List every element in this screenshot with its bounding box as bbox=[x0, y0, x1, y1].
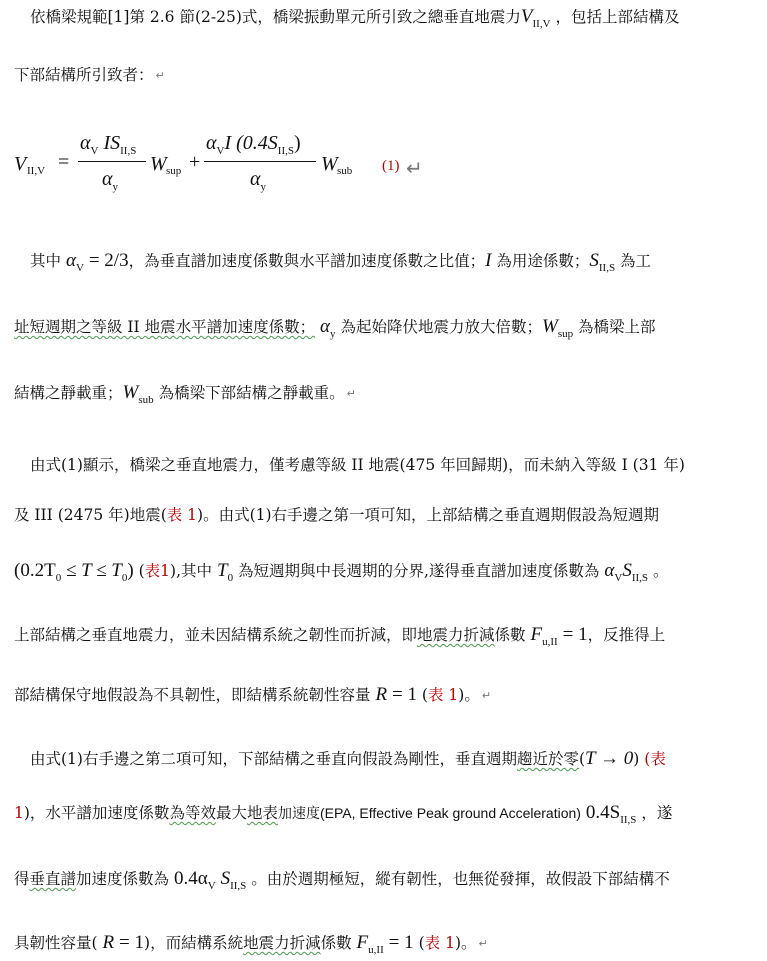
text: 為用途係數； bbox=[496, 252, 590, 270]
table-ref-link[interactable]: 表1 bbox=[144, 562, 171, 580]
p1-line2 bbox=[14, 58, 761, 92]
p3-line3 bbox=[14, 554, 761, 588]
text: )。 bbox=[454, 934, 477, 952]
text: 。 bbox=[652, 562, 669, 580]
p1-line1 bbox=[30, 0, 761, 34]
math-f: F bbox=[356, 932, 369, 953]
math-sub: V bbox=[207, 880, 216, 892]
text: 地震力折減 bbox=[243, 934, 321, 952]
equation-1 bbox=[14, 128, 434, 200]
text: 加速度係數為 bbox=[76, 870, 170, 888]
math-w: W bbox=[541, 316, 558, 337]
sub: V bbox=[90, 145, 99, 157]
math-i: I bbox=[485, 250, 492, 271]
text: 趨近於零 bbox=[516, 750, 579, 768]
text: 係數 bbox=[320, 934, 352, 952]
math-sub: u,II bbox=[542, 636, 558, 648]
text: 為橋梁上部 bbox=[578, 318, 656, 336]
i-paren: I (0.4S bbox=[224, 132, 278, 154]
text: 。由於週期極短，縱有韌性，也無從發揮，故假設下部結構不 bbox=[251, 870, 670, 888]
math-sub: 0 bbox=[55, 572, 62, 584]
math-sub: sup bbox=[557, 328, 574, 340]
text: 垂直譜 bbox=[29, 870, 77, 888]
alpha: α bbox=[206, 132, 217, 154]
p4-line3 bbox=[14, 862, 761, 896]
text: 得 bbox=[14, 870, 30, 888]
math-value: 0.4α bbox=[173, 868, 208, 889]
math-w: W bbox=[122, 382, 139, 403]
math-sub: 0 bbox=[227, 572, 234, 584]
p4-line2 bbox=[14, 796, 761, 830]
p3-line5 bbox=[14, 678, 761, 712]
math-sub: II,S bbox=[631, 572, 649, 584]
text: ，為垂直譜加速度係數與水平譜加速度係數之比值； bbox=[128, 252, 486, 270]
p2-line2 bbox=[14, 310, 761, 344]
eq-w-sub: sub bbox=[337, 165, 353, 177]
eq-lhs: V bbox=[14, 153, 27, 175]
text: 為等效 bbox=[169, 804, 216, 822]
text: 係數 bbox=[494, 626, 526, 644]
text: )。由式(1)右手邊之第一項可知，上部結構之垂直週期假設為短週期 bbox=[197, 506, 660, 524]
math-sub: II,V bbox=[532, 18, 551, 30]
p4-line4 bbox=[14, 926, 761, 960]
table-ref-link[interactable]: 表 1 bbox=[166, 506, 198, 524]
text: 為起始降伏地震力放大倍數； bbox=[340, 318, 542, 336]
equation-number: (1) bbox=[382, 158, 400, 174]
p2-line1 bbox=[30, 244, 761, 278]
frac2-bar bbox=[204, 161, 316, 162]
math-sub: II,S bbox=[230, 880, 247, 892]
paren: ( bbox=[14, 560, 21, 581]
text: 為工 bbox=[620, 252, 652, 270]
alpha: α bbox=[102, 168, 113, 190]
p3-line2 bbox=[14, 498, 761, 532]
table-ref-link[interactable]: 表 1 bbox=[424, 934, 455, 952]
math-alpha: α bbox=[604, 560, 615, 581]
math-s: S bbox=[220, 868, 231, 889]
return-mark-icon: ↵ bbox=[155, 69, 165, 82]
sub: V bbox=[216, 145, 225, 157]
text: ，包括上部結構及 bbox=[555, 8, 680, 26]
math-r: R bbox=[375, 684, 388, 705]
text: 地表 bbox=[246, 804, 278, 822]
return-mark-icon: ↵ bbox=[406, 156, 423, 180]
math-sub: u,II bbox=[368, 944, 384, 956]
math-value: = 1 bbox=[392, 684, 417, 705]
text: 其中 bbox=[30, 252, 62, 270]
math-t-limit: T → 0 bbox=[585, 748, 634, 769]
return-mark-icon: ↵ bbox=[346, 387, 356, 400]
math-s: S bbox=[589, 250, 599, 271]
math-f: F bbox=[530, 624, 543, 645]
math-r: R bbox=[102, 932, 115, 953]
eq-lhs-sub: II,V bbox=[27, 165, 46, 177]
math-sub: sub bbox=[138, 394, 154, 406]
frac2-numerator bbox=[206, 132, 301, 162]
text: 為短週期與中長週期的分界,遂得垂直譜加速度係數為 bbox=[238, 562, 600, 580]
return-mark-icon: ↵ bbox=[478, 937, 488, 950]
text: ( bbox=[578, 750, 586, 768]
p4-line1 bbox=[30, 742, 761, 776]
math-value: = 1 bbox=[562, 624, 588, 645]
math-value: 0.4S bbox=[585, 802, 621, 823]
sub: y bbox=[112, 181, 118, 193]
text: ,其中 bbox=[176, 562, 213, 580]
sub: II,S bbox=[120, 145, 137, 157]
text: )，水平譜加速度係數 bbox=[23, 804, 170, 822]
paren: ) bbox=[127, 560, 134, 581]
math-value: = 1 bbox=[119, 932, 145, 953]
text: 由式(1)右手邊之第二項可知，下部結構之垂直向假設為剛性，垂直週期 bbox=[30, 750, 517, 768]
frac2-denominator bbox=[250, 168, 266, 198]
math-sub: V bbox=[614, 572, 623, 584]
frac1-denominator bbox=[102, 168, 118, 198]
text: 及 III (2475 年)地震( bbox=[14, 506, 167, 524]
math-s: S bbox=[622, 560, 632, 581]
math-value: = 2/3 bbox=[88, 250, 129, 271]
math-sub: 0 bbox=[121, 572, 128, 584]
math-sub: II,S bbox=[598, 262, 616, 274]
close-paren: ) bbox=[293, 132, 301, 154]
alpha: α bbox=[250, 168, 261, 190]
text: 地震力折減 bbox=[417, 626, 495, 644]
math-alpha: α bbox=[320, 316, 331, 337]
sub: y bbox=[260, 181, 266, 193]
table-ref-link[interactable]: (表 bbox=[644, 750, 666, 768]
p2-line3 bbox=[14, 376, 761, 410]
sub: II,S bbox=[277, 145, 294, 157]
text: ，遂 bbox=[641, 804, 673, 822]
eq-w-sub: sup bbox=[166, 165, 182, 177]
text: 由式(1)顯示，橋梁之垂直地震力，僅考慮等級 II 地震(475 年回歸期)，而未納入等級 I (31 年) bbox=[30, 456, 685, 474]
text: )。 bbox=[458, 686, 480, 704]
text: ( bbox=[138, 562, 145, 580]
text: ) bbox=[633, 750, 640, 768]
math-v: V bbox=[520, 6, 533, 27]
text: 依橋梁規範[1]第 2.6 節(2-25)式，橋梁振動單元所引致之總垂直地震力 bbox=[30, 8, 521, 26]
eq-equals: = bbox=[58, 151, 70, 173]
eq-w: W bbox=[150, 153, 167, 175]
text: 部結構保守地假設為不具韌性，即結構系統韌性容量 bbox=[14, 686, 371, 704]
text: ，反推得上 bbox=[587, 626, 666, 644]
p3-line4 bbox=[14, 618, 761, 652]
is: IS bbox=[103, 132, 121, 154]
text: )，而結構系統 bbox=[144, 934, 244, 952]
frac1-numerator bbox=[80, 132, 136, 162]
alpha: α bbox=[80, 132, 91, 154]
text: 址短週期之等級 II 地震水平譜加速度係數； bbox=[14, 318, 316, 336]
math-ineq: 0.2T bbox=[20, 560, 56, 581]
table-ref-link[interactable]: 表 1 bbox=[427, 686, 459, 704]
text: ) bbox=[170, 562, 177, 580]
text: ( bbox=[421, 686, 428, 704]
math-t: T bbox=[216, 560, 228, 581]
math-sub: y bbox=[330, 328, 336, 340]
eq-plus: + bbox=[189, 151, 201, 173]
text: 最大 bbox=[215, 804, 247, 822]
math-alpha: α bbox=[65, 250, 76, 271]
math-ineq: ≤ T ≤ T bbox=[61, 560, 122, 581]
text: 為橋梁下部結構之靜載重。 bbox=[158, 384, 345, 402]
math-value: = 1 bbox=[388, 932, 414, 953]
text: 加速度(EPA, Effective Peak ground Acceleration) bbox=[277, 805, 581, 821]
math-sub: V bbox=[75, 262, 84, 274]
text: ( bbox=[418, 934, 425, 952]
return-mark-icon: ↵ bbox=[481, 689, 492, 702]
text: 具韌性容量( bbox=[14, 934, 98, 952]
text: 上部結構之垂直地震力，並未因結構系統之韌性而折減，即 bbox=[14, 626, 418, 644]
math-sub: II,S bbox=[620, 814, 637, 826]
frac1-bar bbox=[78, 161, 146, 162]
text: 下部結構所引致者： bbox=[14, 66, 154, 84]
p3-line1 bbox=[30, 448, 761, 482]
eq-w: W bbox=[321, 153, 338, 175]
table-ref-link[interactable]: 1 bbox=[14, 804, 24, 822]
text: 結構之靜載重； bbox=[14, 384, 123, 402]
